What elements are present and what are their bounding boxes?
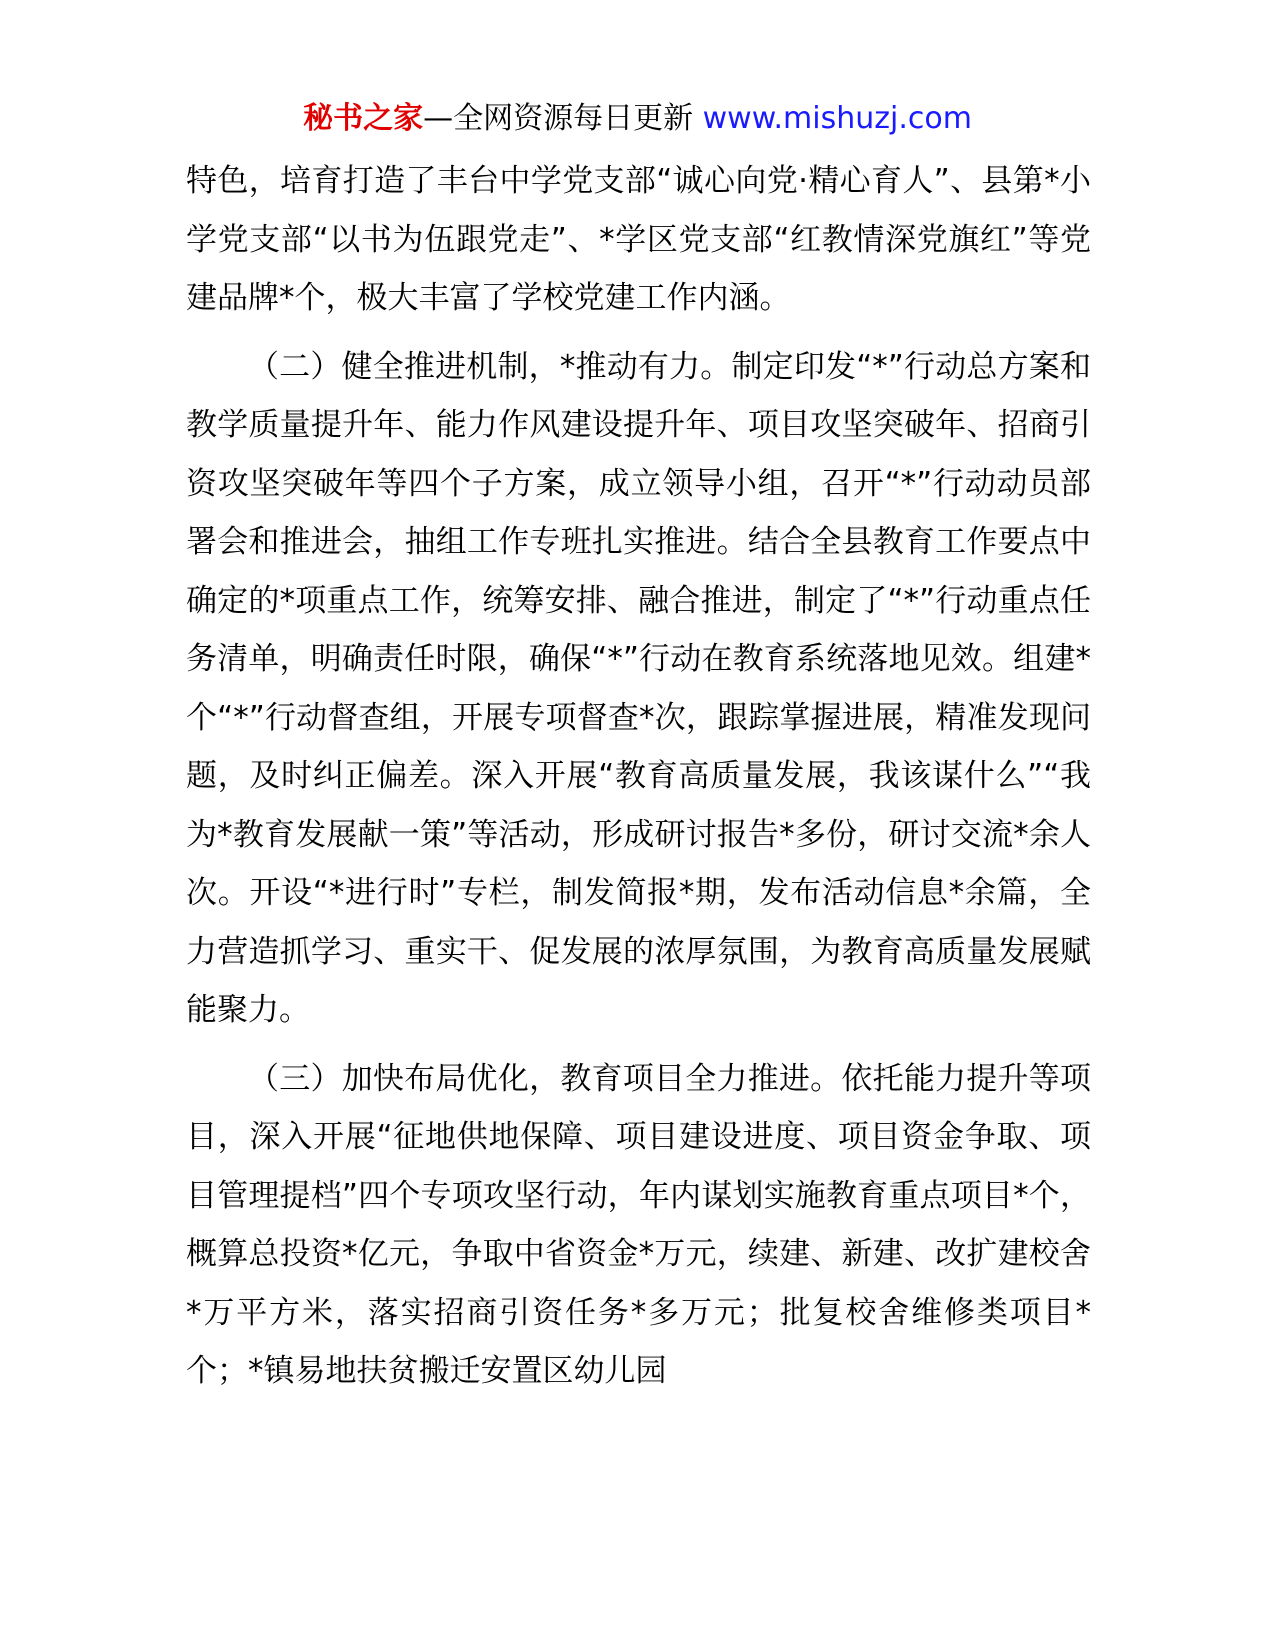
header-slogan: —全网资源每日更新: [423, 101, 694, 136]
paragraph-section-2: （二）健全推进机制，*推动有力。制定印发“*”行动总方案和教学质量提升年、能力作风建设提升年、项目攻坚突破年、招商引资攻坚突破年等四个子方案，成立领导小组，召开“*”行动动员部署会和推进会，抽组工作专班扎实推进。结合全县教育工作要点中确定的*项重点工作，统筹安排、融合推进，制定了“*”行动重点任务清单，明确责任时限，确保“*”行动在教育系统落地见效。组建*个“*”行动督查组，开展专项督查*次，跟踪掌握进展，精准发现问题，及时纠正偏差。深入开展“教育高质量发展，我该谋什么”“我为*教育发展献一策”等活动，形成研讨报告*多份，研讨交流*余人次。开设“*进行时”专栏，制发简报*期，发布活动信息*余篇，全力营造抓学习、重实干、促发展的浓厚氛围，为教育高质量发展赋能聚力。: [186, 348, 1091, 1028]
site-url-link[interactable]: www.mishuzj.com: [702, 101, 972, 136]
brand-name: 秘书之家: [303, 101, 424, 136]
paragraph-continuation: 特色，培育打造了丰台中学党支部“诚心向党·精心育人”、县第*小学党支部“以书为伍跟党走”、*学区党支部“红教情深党旗红”等党建品牌*个，极大丰富了学校党建工作内涵。: [186, 163, 1091, 316]
page-header: [0, 98, 1275, 140]
paragraph-section-3: （三）加快布局优化，教育项目全力推进。依托能力提升等项目，深入开展“征地供地保障、项目建设进度、项目资金争取、项目管理提档”四个专项攻坚行动，年内谋划实施教育重点项目*个，概算总投资*亿元，争取中省资金*万元，续建、新建、改扩建校舍*万平方米，落实招商引资任务*多万元；批复校舍维修类项目*个；*镇易地扶贫搬迁安置区幼儿园: [186, 1060, 1091, 1389]
document-body: [186, 152, 1091, 1401]
